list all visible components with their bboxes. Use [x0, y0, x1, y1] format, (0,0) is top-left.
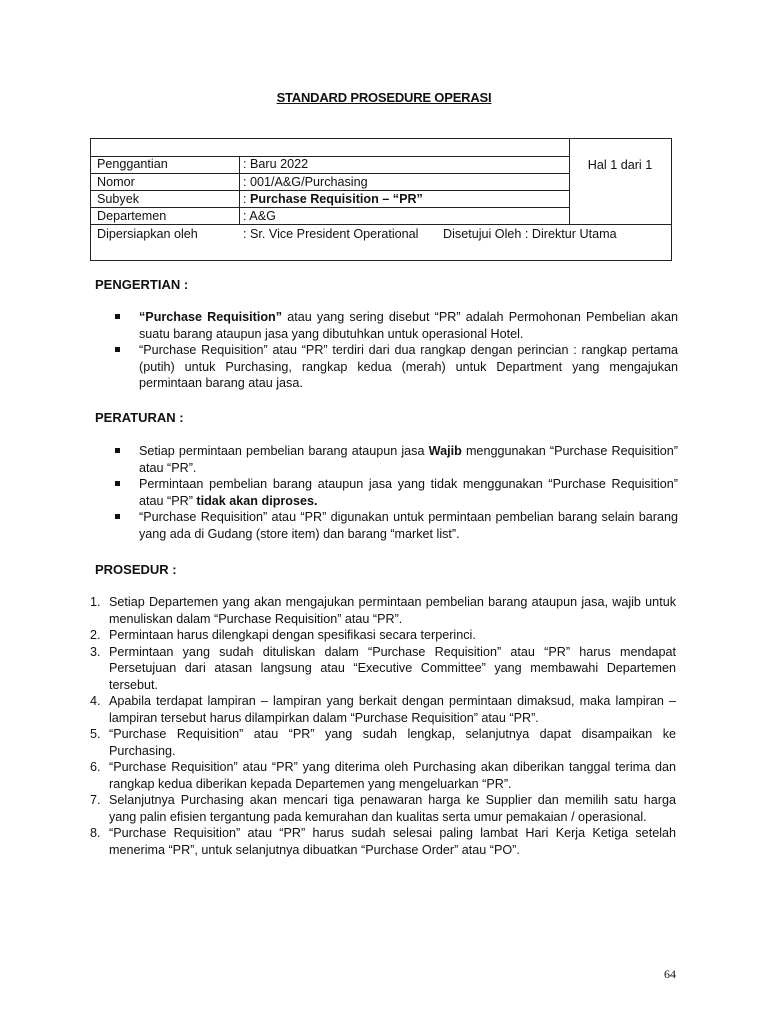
list-item	[113, 509, 678, 542]
list-item	[88, 726, 676, 759]
list-item-bold: Wajib	[428, 444, 462, 458]
header-label-nomor: Nomor	[97, 175, 135, 189]
header-value-penggantian: : Baru 2022	[243, 157, 309, 171]
list-item	[113, 476, 678, 509]
list-item	[113, 342, 678, 392]
step-number: 7.	[90, 793, 101, 807]
header-label-subyek: Subyek	[97, 192, 140, 206]
list-item	[113, 309, 678, 342]
step-text: Permintaan yang sudah dituliskan dalam “Purchase Requisition” atau “PR” harus mendapat Persetujuan dari atasan langsung atau “Executive Committee” yang membawahi Departemen tersebut.	[109, 644, 676, 692]
step-text: “Purchase Requisition” atau “PR” harus sudah selesai paling lambat Hari Kerja Ketiga setelah menerima “PR”, untuk selanjutnya dibuatkan “Purchase Order” atau “PO”.	[109, 826, 676, 857]
header-label-dipersiapkan: Dipersiapkan oleh	[97, 227, 198, 241]
header-info-table	[90, 138, 672, 261]
list-item-text: “Purchase Requisition” atau “PR” terdiri dari dua rangkap dengan perincian : rangkap pertama (putih) untuk Purchasing, rangkap kedua (merah) untuk Department yang mengajukan permintaan barang atau jasa.	[139, 343, 678, 390]
step-number: 2.	[90, 628, 101, 642]
step-number: 8.	[90, 826, 101, 840]
list-item	[113, 443, 678, 476]
header-value-dipersiapkan: : Sr. Vice President Operational	[243, 227, 419, 241]
subyek-prefix: :	[243, 192, 250, 206]
step-text: “Purchase Requisition” atau “PR” yang diterima oleh Purchasing akan diberikan tanggal terima dan rangkap kedua diberikan kepada Departemen yang mengeluarkan “PR”.	[109, 760, 676, 791]
header-approved: Disetujui Oleh : Direktur Utama	[443, 227, 617, 241]
bullet-square-icon	[115, 314, 120, 319]
list-item-bold: tidak akan diproses.	[196, 493, 318, 508]
peraturan-list	[113, 443, 678, 542]
pengertian-list	[113, 309, 678, 392]
document-title: STANDARD PROSEDURE OPERASI	[276, 90, 492, 105]
header-value-subyek	[243, 191, 423, 207]
list-item	[88, 594, 676, 627]
list-item-bold: “Purchase Requisition”	[139, 310, 283, 324]
list-item-text: menggunakan “Purchase Requisition” atau “PR”.	[139, 444, 678, 475]
header-value-departemen: : A&G	[243, 209, 276, 223]
subyek-value: Purchase Requisition – “PR”	[250, 192, 423, 206]
list-item	[88, 759, 676, 792]
list-item-text: “Purchase Requisition” atau “PR” digunakan untuk permintaan pembelian barang selain barang yang ada di Gudang (store item) dan barang “market list”.	[139, 510, 678, 541]
step-text: Selanjutnya Purchasing akan mencari tiga penawaran harga ke Supplier dan memilih satu harga yang palin efisien tergantung pada kemurahan dan kualitas serta umur pemakaian / operasional.	[109, 793, 676, 824]
step-number: 1.	[90, 595, 101, 609]
list-item-text: atau yang sering disebut “PR” adalah Permohonan Pembelian akan suatu barang ataupun jasa yang dibutuhkan untuk operasional Hotel.	[139, 310, 678, 341]
table-line	[569, 139, 570, 224]
step-number: 3.	[90, 644, 101, 659]
step-number: 5.	[90, 727, 101, 741]
list-item	[88, 825, 676, 858]
step-number: 6.	[90, 760, 101, 774]
list-item	[88, 792, 676, 825]
list-item	[88, 627, 676, 644]
step-text: Setiap Departemen yang akan mengajukan permintaan pembelian barang ataupun jasa, wajib untuk menuliskan dalam “Purchase Requisition” atau “PR”.	[109, 595, 676, 626]
bullet-square-icon	[115, 481, 120, 486]
bullet-square-icon	[115, 514, 120, 519]
section-heading-prosedur: PROSEDUR :	[95, 562, 177, 577]
table-line	[91, 224, 671, 225]
header-label-penggantian: Penggantian	[97, 157, 168, 171]
list-item	[88, 693, 676, 726]
step-text: “Purchase Requisition” atau “PR” yang sudah lengkap, selanjutnya dapat disampaikan ke Purchasing.	[109, 727, 676, 758]
prosedur-list	[88, 594, 676, 858]
header-value-nomor: : 001/A&G/Purchasing	[243, 175, 368, 189]
step-text: Permintaan harus dilengkapi dengan spesifikasi secara terperinci.	[109, 628, 476, 642]
table-line	[239, 156, 240, 224]
section-heading-pengertian: PENGERTIAN :	[95, 277, 189, 292]
header-label-departemen: Departemen	[97, 209, 167, 223]
step-text: Apabila terdapat lampiran – lampiran yang berkait dengan permintaan dimaksud, maka lampiran – lampiran tersebut harus dilampirkan dalam “Purchase Requisition” atau “PR”.	[109, 694, 676, 725]
list-item-text: Setiap permintaan pembelian barang ataupun jasa	[139, 444, 429, 458]
section-heading-peraturan: PERATURAN :	[95, 410, 184, 425]
bullet-square-icon	[115, 347, 120, 352]
page-number: 64	[664, 967, 676, 981]
list-item-text: Permintaan pembelian barang ataupun jasa yang tidak menggunakan “Purchase Requisition” atau “PR”	[139, 477, 678, 508]
page-info: Hal 1 dari 1	[587, 158, 653, 172]
list-item	[88, 644, 676, 694]
step-number: 4.	[90, 694, 101, 708]
bullet-square-icon	[115, 448, 120, 453]
